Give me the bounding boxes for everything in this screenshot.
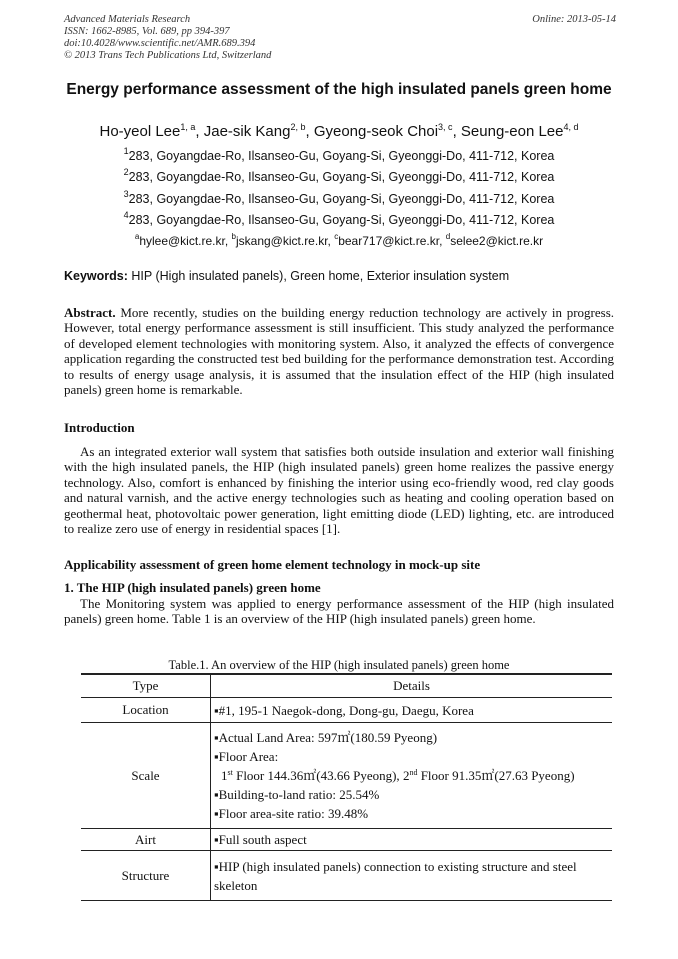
detail-line: ▪Floor Area: [214,749,279,764]
affiliation-text: 283, Goyangdae-Ro, Ilsanseo-Gu, Goyang-Si, Gyeonggi-Do, 411-712, Korea [128,192,555,206]
floor-number: 1 [221,768,228,783]
detail-line: ▪Building-to-land ratio: 25.54% [214,787,380,802]
author-name: Gyeong-seok Choi [313,123,439,140]
floor-area: Floor 91.35㎡(27.63 Pyeong) [417,768,575,783]
author-separator: , [305,123,314,140]
journal-doi: doi:10.4028/www.scientific.net/AMR.689.394 [64,38,256,49]
affiliation-number: 4 [123,210,129,220]
paper-title: Energy performance assessment of the high insulated panels green home [66,81,612,98]
email-address[interactable]: hylee@kict.re.kr [139,234,225,248]
detail-line: ▪Floor area-site ratio: 39.48% [214,806,369,821]
subsection-heading: 1. The HIP (high insulated panels) green home [64,580,321,595]
journal-copyright: © 2013 Trans Tech Publications Ltd, Switzerland [64,50,272,61]
email-separator: , [224,234,232,248]
row-details [211,829,613,851]
journal-header [64,14,616,62]
introduction-text: As an integrated exterior wall system that satisfies both outside insulation and exterior wall finishing with the high insulated panels, the HIP (high insulated panels) green home realizes the passive energy technology. Also, comfort is enhanced by finishing the interior using eco-friendly wood, red clay goods and natural varnish, and the active energy technologies such as heating and cooling operation based on geothermal heat, photovoltaic power generation, light emitting diode (LED) lighting, etc. are introduced to realize zero use of energy in residential spaces [1]. [64,444,614,537]
column-header-type: Type [81,674,211,698]
author-separator: , [195,123,204,140]
row-type: Airt [81,829,211,851]
email-address[interactable]: bear717@kict.re.kr [338,234,440,248]
table-row [81,851,612,901]
email-mark: c [334,232,339,241]
author-list [64,122,614,142]
author-separator: , [452,123,461,140]
author-marks: 1, a [180,122,196,132]
email-mark: a [134,232,140,241]
email-list [64,234,614,249]
row-type: Location [81,698,211,723]
email-separator: , [327,234,335,248]
ordinal-suffix: st [227,768,233,777]
row-details [211,698,613,723]
author-marks: 3, c [438,122,453,132]
abstract-label: Abstract. [64,305,116,320]
affiliation [64,146,614,164]
keywords-text: HIP (High insulated panels), Green home, Exterior insulation system [131,269,510,283]
email-mark: d [445,232,451,241]
table-caption: Table.1. An overview of the HIP (high insulated panels) green home [168,658,510,672]
affiliation [64,189,614,207]
table-row [81,723,612,829]
table-header-row [81,674,612,698]
online-date: Online: 2013-05-14 [532,14,616,25]
author-name: Ho-yeol Lee [99,123,181,140]
floor-area: Floor 144.36㎡(43.66 Pyeong), [232,768,403,783]
affiliation-text: 283, Goyangdae-Ro, Ilsanseo-Gu, Goyang-Si, Gyeonggi-Do, 411-712, Korea [128,170,555,184]
detail-line [214,766,612,785]
column-header-details: Details [211,674,613,698]
introduction-heading: Introduction [64,420,135,435]
affiliation [64,210,614,228]
author-name: Jae-sik Kang [203,123,291,140]
abstract [64,305,614,397]
overview-table [81,673,612,901]
ordinal-suffix: nd [409,768,418,777]
affiliation-number: 2 [123,167,129,177]
detail-line: ▪Actual Land Area: 597㎡(180.59 Pyeong) [214,730,438,745]
author-name: Seung-eon Lee [460,123,564,140]
journal-issn: ISSN: 1662-8985, Vol. 689, pp 394-397 [64,26,230,37]
abstract-text: More recently, studies on the building energy reduction technology are actively in progress. However, total energy performance assessment is still insufficient. This study analyzed the performance of developed element technologies with monitoring system. Also, it analyzed the effects of convergence application regarding the constructed test bed building for the performance demonstration test. According to results of energy usage analysis, it is assumed that the insulation effect of the HIP (high insulated panels) green home is remarkable. [64,305,615,398]
email-address[interactable]: selee2@kict.re.kr [450,234,544,248]
affiliation-number: 3 [123,189,129,199]
affiliation-number: 1 [123,146,129,156]
keywords-label: Keywords: [64,269,128,283]
author-marks: 2, b [290,122,306,132]
table-row [81,829,612,851]
affiliation-text: 283, Goyangdae-Ro, Ilsanseo-Gu, Goyang-Si, Gyeonggi-Do, 411-712, Korea [128,213,555,227]
affiliation-text: 283, Goyangdae-Ro, Ilsanseo-Gu, Goyang-Si, Gyeonggi-Do, 411-712, Korea [128,149,555,163]
floor-number: 2 [402,768,410,783]
detail-line: ▪#1, 195-1 Naegok-dong, Dong-gu, Daegu, Korea [214,702,474,718]
keywords [64,269,616,284]
table-row [81,698,612,723]
email-mark: b [231,232,236,241]
row-type: Scale [81,723,211,829]
row-type: Structure [81,851,211,901]
author-marks: 4, d [563,122,579,132]
detail-line: ▪HIP (high insulated panels) connection to existing structure and steel skeleton [214,858,577,893]
section-text: The Monitoring system was applied to energy performance assessment of the HIP (high insulated panels) green home. Table 1 is an overview of the HIP (high insulated panels) green home. [64,596,614,627]
email-separator: , [439,234,446,248]
journal-name: Advanced Materials Research [64,14,191,25]
affiliation [64,167,614,185]
email-address[interactable]: jskang@kict.re.kr [235,234,328,248]
detail-line: ▪Full south aspect [214,832,307,847]
section-heading: Applicability assessment of green home element technology in mock-up site [64,557,481,572]
row-details [211,851,613,901]
row-details [211,723,613,829]
